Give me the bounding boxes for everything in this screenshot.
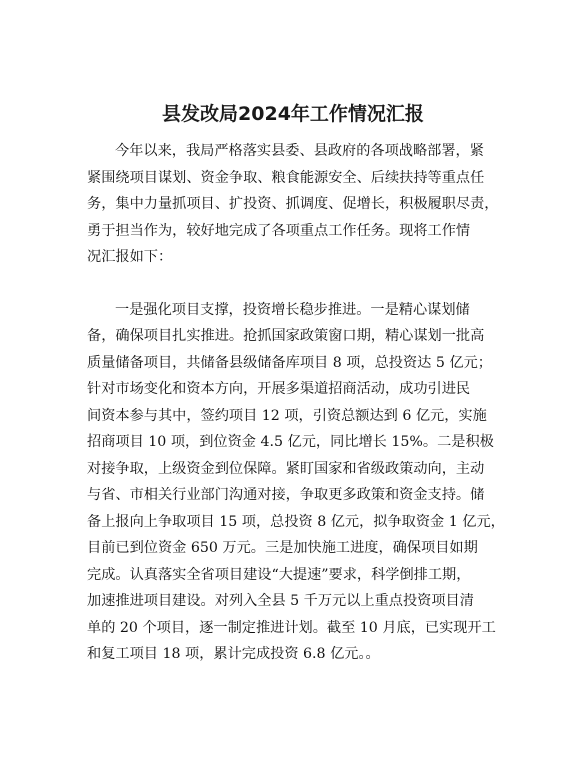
text-line: 对接争取，上级资金到位保障。紧盯国家和省级政策动向，主动	[87, 460, 485, 477]
text-line: 完成。认真落实全省项目建设“大提速”要求，科学倒排工期，	[87, 566, 471, 583]
text-line: 针对市场变化和资本方向，开展多渠道招商活动，成功引进民	[87, 381, 471, 397]
text-line: 目前已到位资金 650 万元。三是加快施工进度，确保项目如期	[87, 540, 478, 556]
text-line: 招商项目 10 项，到位资金 4.5 亿元，同比增长 15%。二是积极	[87, 434, 494, 450]
text-line: 勇于担当作为，较好地完成了各项重点工作任务。现将工作情	[87, 222, 471, 239]
text-line: 备上报向上争取项目 15 项，总投资 8 亿元，拟争取资金 1 亿元，	[87, 513, 505, 530]
text-line: 况汇报如下：	[87, 249, 173, 265]
text-line: 今年以来，我局严格落实县委、县政府的各项战略部署，紧	[115, 143, 484, 159]
text-line: 单的 20 个项目，逐一制定推进计划。截至 10 月底，已实现开工	[87, 619, 496, 636]
paragraph-project-support	[87, 297, 505, 668]
document-title: 县发改局2024年工作情况汇报	[162, 103, 424, 125]
text-line: 质量储备项目，共储备县级储备库项目 8 项，总投资达 5 亿元；	[87, 354, 492, 371]
text-line: 备，确保项目扎实推进。抢抓国家政策窗口期，精心谋划一批高	[87, 328, 485, 344]
document-body	[87, 138, 505, 668]
text-line: 间资本参与其中，签约项目 12 项，引资总额达到 6 亿元，实施	[87, 407, 487, 424]
paragraph-intro	[87, 138, 500, 271]
text-line: 紧围绕项目谋划、资金争取、粮食能源安全、后续扶持等重点任	[87, 169, 485, 186]
text-line: 一是强化项目支撑，投资增长稳步推进。一是精心谋划储	[115, 301, 470, 318]
text-line: 务，集中力量抓项目、扩投资、抓调度、促增长，积极履职尽责，	[87, 196, 499, 212]
text-line: 与省、市相关行业部门沟通对接，争取更多政策和资金支持。储	[87, 487, 485, 503]
text-line: 加速推进项目建设。对列入全县 5 千万元以上重点投资项目清	[87, 593, 474, 609]
text-line: 和复工项目 18 项，累计完成投资 6.8 亿元。。	[87, 646, 380, 662]
